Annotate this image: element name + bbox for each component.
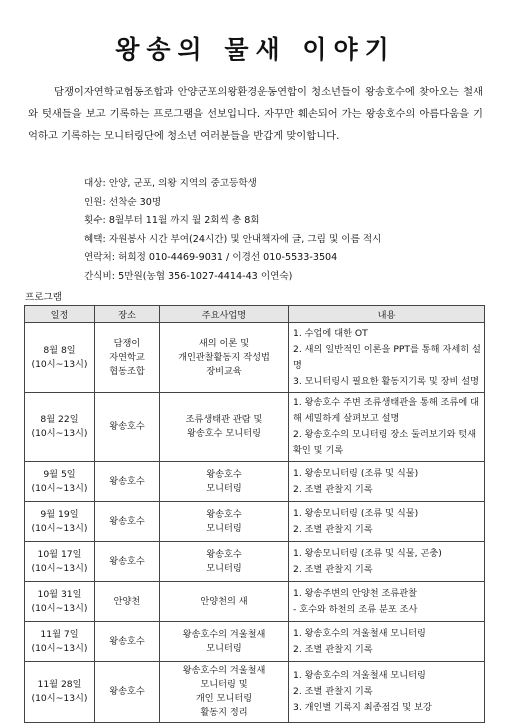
content-line: 2. 새의 일반적인 이론을 PPT를 통해 자세히 설명 [293, 343, 481, 371]
table-row [25, 393, 485, 462]
schedule-time: (10시~13시) [31, 602, 88, 614]
content-line: 2. 조별 관찰지 기록 [293, 686, 373, 697]
place-line: 왕송호수 [109, 686, 145, 697]
schedule-date: 11월 7일 [40, 628, 79, 640]
place-line: 안양천 [113, 595, 141, 607]
program-name-line: 왕송호수 모니터링 [187, 428, 261, 439]
content-line: 1. 수업에 대한 OT [293, 327, 368, 339]
header-content: 내용 [289, 306, 485, 323]
content-line: 2. 조별 관찰지 기록 [293, 483, 373, 495]
content-line: 1. 왕송모니터링 (조류 및 식물) [293, 467, 419, 479]
content-line: 3. 모니터링시 필요한 활동지기록 및 장비 설명 [293, 375, 480, 387]
place-line: 자연학교 [109, 351, 145, 363]
table-row [25, 582, 485, 622]
table-row [25, 502, 485, 542]
program-name-cell [160, 662, 289, 723]
place-line: 왕송호수 [109, 421, 145, 432]
header-schedule: 일정 [25, 306, 95, 323]
program-name-line: 개인관찰활동지 작성법 [178, 351, 270, 363]
program-name-line: 모니터링 [206, 642, 242, 654]
schedule-cell [25, 462, 95, 502]
content-line: 2. 조별 관찰지 기록 [293, 563, 373, 575]
table-row [25, 462, 485, 502]
schedule-time: (10시~13시) [31, 642, 88, 654]
program-name-line: 모니터링 [206, 562, 242, 574]
schedule-cell [25, 662, 95, 723]
table-row [25, 662, 485, 723]
place-cell [95, 393, 160, 462]
header-program-name: 주요사업명 [160, 306, 289, 323]
place-cell [95, 582, 160, 622]
program-name-line: 안양천의 새 [200, 595, 248, 607]
table-row [25, 542, 485, 582]
program-name-cell [160, 323, 289, 393]
schedule-date: 10월 31일 [37, 588, 82, 600]
content-line: 1. 왕송모니터링 (조류 및 식물, 곤충) [293, 547, 442, 559]
schedule-cell [25, 582, 95, 622]
content-line: 1. 왕송주변의 안양천 조류관찰 [293, 587, 418, 599]
schedule-time: (10시~13시) [31, 358, 88, 370]
program-name-line: 새의 이론 및 [198, 337, 250, 349]
schedule-time: (10시~13시) [31, 562, 88, 574]
content-line: 1. 왕송모니터링 (조류 및 식물) [293, 507, 419, 519]
program-name-line: 왕송호수 [206, 548, 242, 560]
content-cell [289, 542, 485, 582]
program-name-line: 왕송호수 [206, 468, 242, 480]
content-line: 2. 조별 관찰지 기록 [293, 643, 373, 655]
program-name-line: 모니터링 [206, 482, 242, 494]
program-name-cell [160, 542, 289, 582]
header-place: 장소 [95, 306, 160, 323]
schedule-date: 9월 19일 [40, 508, 79, 520]
program-name-line: 왕송호수의 겨울철새 [182, 665, 266, 676]
schedule-date: 8월 22일 [40, 414, 79, 425]
schedule-date: 9월 5일 [43, 468, 76, 480]
content-cell [289, 502, 485, 542]
schedule-cell [25, 502, 95, 542]
program-name-line: 장비교육 [206, 365, 242, 377]
info-list [84, 175, 483, 286]
place-line: 왕송호수 [109, 515, 145, 527]
place-line: 왕송호수 [109, 475, 145, 487]
info-benefits: 혜택: 자원봉사 시간 부여(24시간) 및 안내책자에 글, 그림 및 이름 적시 [84, 233, 382, 245]
intro-paragraph: 담쟁이자연학교협동조합과 안양군포의왕환경운동연합이 청소년들이 왕송호수에 찾아오는 철새와 텃새들을 보고 기록하는 프로그램을 선보입니다. 자꾸만 훼손되어 가는 왕송호수의 아름다움을 기억하고 기록하는 모니터링단에 청소년 여러분들을 반갑게 맞이합니다. [28, 86, 483, 142]
content-line: 3. 개인별 기록지 최종점검 및 보강 [293, 702, 432, 713]
content-line: 1. 왕송호수의 겨울철새 모니터링 [293, 670, 426, 681]
schedule-time: (10시~13시) [31, 482, 88, 494]
place-line: 협동조합 [109, 365, 145, 377]
program-name-line: 모니터링 [206, 522, 242, 534]
schedule-cell [25, 542, 95, 582]
program-name-cell [160, 622, 289, 662]
program-name-cell [160, 582, 289, 622]
content-cell [289, 582, 485, 622]
content-line: 2. 조별 관찰지 기록 [293, 523, 373, 535]
place-cell [95, 662, 160, 723]
place-cell [95, 502, 160, 542]
program-name-cell [160, 502, 289, 542]
content-cell [289, 323, 485, 393]
program-name-line: 개인 모니터링 [195, 693, 253, 704]
page-title: 왕송의 물새 이야기 [115, 35, 396, 64]
schedule-time: (10시~13시) [31, 522, 88, 534]
program-name-cell [160, 462, 289, 502]
schedule-cell [25, 393, 95, 462]
table-row [25, 622, 485, 662]
schedule-cell [25, 323, 95, 393]
content-line: 1. 왕송호수 주변 조류생태관을 통해 조류에 대해 세밀하게 살펴보고 설명 [293, 397, 480, 424]
content-cell [289, 622, 485, 662]
program-name-line: 조류생태관 관람 및 [185, 414, 263, 425]
place-line: 왕송호수 [109, 555, 145, 567]
program-name-line: 활동지 정리 [200, 707, 248, 718]
program-name-line: 모니터링 및 [200, 679, 248, 690]
program-name-line: 왕송호수의 겨울철새 [182, 628, 266, 640]
schedule-date: 8월 8일 [43, 344, 76, 356]
info-capacity: 인원: 선착순 30명 [84, 196, 162, 208]
program-table [24, 305, 485, 723]
place-line: 담쟁이 [113, 337, 141, 349]
info-contact: 연락처: 허희정 010-4469-9031 / 이경선 010-5533-3504 [84, 252, 338, 263]
program-name-cell [160, 393, 289, 462]
place-cell [95, 622, 160, 662]
content-cell [289, 462, 485, 502]
place-cell [95, 323, 160, 393]
content-cell [289, 393, 485, 462]
program-name-line: 왕송호수 [206, 508, 242, 520]
program-section-label: 프로그램 [25, 292, 63, 303]
content-line: 1. 왕송호수의 겨울철새 모니터링 [293, 627, 426, 639]
schedule-time: (10시~13시) [31, 428, 88, 439]
schedule-cell [25, 622, 95, 662]
table-header-row [25, 306, 485, 323]
place-line: 왕송호수 [109, 635, 145, 647]
content-cell [289, 662, 485, 723]
schedule-date: 11월 28일 [37, 679, 82, 690]
schedule-time: (10시~13시) [31, 693, 88, 704]
schedule-date: 10월 17일 [37, 548, 82, 560]
table-row [25, 323, 485, 393]
place-cell [95, 542, 160, 582]
info-sessions: 횟수: 8월부터 11월 까지 월 2회씩 총 8회 [84, 215, 260, 226]
content-line: - 호수와 하천의 조류 분포 조사 [293, 603, 418, 615]
content-line: 2. 왕송호수의 모니터링 장소 둘러보기와 텃새 확인 및 기록 [293, 429, 477, 456]
table-body [25, 323, 485, 723]
place-cell [95, 462, 160, 502]
info-target: 대상: 안양, 군포, 의왕 지역의 중고등학생 [84, 178, 257, 189]
info-snack-fee: 간식비: 5만원(농협 356-1027-4414-43 이연숙) [84, 270, 293, 282]
